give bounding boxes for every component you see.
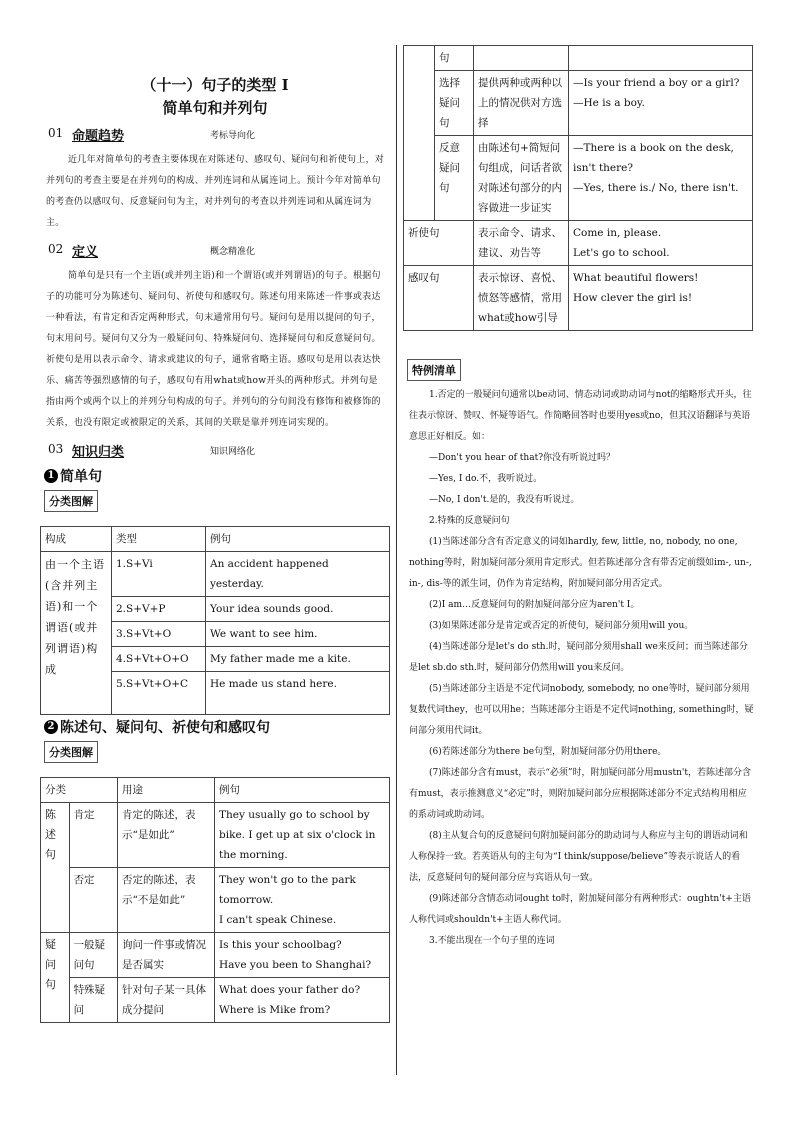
heading-simple-sentence xyxy=(44,466,390,486)
example-line: What beautiful flowers! xyxy=(573,272,699,284)
section-header-knowledge xyxy=(40,440,390,460)
table-cell: 2.S+V+P xyxy=(112,597,206,622)
note-item: (3)如果陈述部分是肯定或否定的祈使句，疑问部分须用will you。 xyxy=(429,621,694,631)
table-cell: My father made me a kite. xyxy=(206,647,390,672)
number-circle-icon: 1 xyxy=(44,469,58,483)
example-cell: They usually go to school by bike. I get up at six o'clock in the morning. xyxy=(215,803,390,868)
heading-label: 简单句 xyxy=(60,469,102,485)
section-name: 命题趋势 xyxy=(72,129,125,144)
example-line: Let's go to school. xyxy=(573,247,670,259)
category-cell: 疑问句 xyxy=(41,933,70,1023)
note-item: (1)当陈述部分含有否定意义的词如hardly, few, little, no, nobody, no one, nothing等时，附加疑问部分须用肯定形式。但若陈述部分含有带否定前缀如im-, un-, in-, dis-等的派生词，仍作为肯定结构，附加疑问部分用否定式。 xyxy=(409,537,752,589)
note-item: (8)主从复合句的反意疑问句附加疑问部分的助动词与人称应与主句的谓语动词和人称保持一致。若英语从句的主句为“I think/suppose/believe”等表示说话人的看法，反意疑问句的疑问部分应与宾语从句一致。 xyxy=(409,831,748,883)
example-line: Is this your schoolbag? xyxy=(219,939,342,951)
section-number: 02 xyxy=(48,242,64,256)
category-cell: 感叹句 xyxy=(404,266,474,331)
example-cell xyxy=(569,71,753,136)
table-header: 类型 xyxy=(112,527,206,552)
section-number: 03 xyxy=(48,442,64,456)
usage-cell: 肯定的陈述，表示“是如此” xyxy=(118,803,215,868)
number-circle-icon: 2 xyxy=(44,720,58,734)
subtype-cell: 特殊疑问 xyxy=(69,978,117,1023)
definition-paragraph: 简单句是只有一个主语(或并列主语)和一个谓语(或并列谓语)的句子。根据句子的功能可分为陈述句、疑问句、祈使句和感叹句。陈述句用来陈述一件事或表达一种看法，有肯定和否定两种形式，句末通常用句号。疑问句是用以提问的句子，句末用问号。疑问句又分为一般疑问句、特殊疑问句、选择疑问句和反意疑问句。祈使句是用以表示命令、请求或建议的句子，通常省略主语。感叹句是用以表达快乐、痛苦等强烈感情的句子，感叹句有用what或how开头的两种形式。并列句是指由两个或两个以上的并列分句构成的句子。并列句的分句间没有修饰和被修饰的关系，也没有限定或被限定的关系，其间的关联是靠并列连词实现的。 xyxy=(46,271,381,428)
note-item: (7)陈述部分含有must，表示“必须”时，附加疑问部分用mustn't，若陈述部分含有must，表示推测意义“必定”时，则附加疑问部分应根据陈述部分不定式结构用相应的系动词或助动词。 xyxy=(409,768,751,820)
example-line: Where is Mike from? xyxy=(219,1004,331,1016)
usage-cell: 提供两种或两种以上的情况供对方选择 xyxy=(474,71,569,136)
usage-cell: 表示命令、请求、建议、劝告等 xyxy=(474,221,569,266)
example-cell xyxy=(569,221,753,266)
example-cell xyxy=(569,136,753,221)
category-cell: 陈述句 xyxy=(41,803,70,933)
subtype-cell: 否定 xyxy=(69,868,117,933)
example-line: —There is a book on the desk, isn't there? xyxy=(573,142,734,174)
sentence-types-table-continued xyxy=(403,45,753,331)
table-header: 例句 xyxy=(215,778,390,803)
column-divider xyxy=(396,45,397,1075)
right-column xyxy=(403,45,755,952)
note-item: (6)若陈述部分为there be句型，附加疑问部分仍用there。 xyxy=(429,747,667,757)
category-cell: 祈使句 xyxy=(404,221,474,266)
example-cell xyxy=(215,978,390,1023)
special-cases-tag: 特例清单 xyxy=(407,359,461,381)
composition-cell: 由一个主语(含并列主语)和一个谓语(或并列谓语)构成 xyxy=(41,552,112,715)
table-header: 构成 xyxy=(41,527,112,552)
example-line: They won't go to the park tomorrow. xyxy=(219,874,356,906)
page-subtitle: 简单句和并列句 xyxy=(162,99,268,117)
usage-cell: 否定的陈述，表示“不是如此” xyxy=(118,868,215,933)
note-item: (4)当陈述部分是let's do sth.时，疑问部分须用shall we来反问；而当陈述部分是let sb.do sth.时，疑问部分仍然用will you来反问。 xyxy=(409,642,748,673)
section-subtitle: 考标导向化 xyxy=(210,131,256,141)
note-item: 2.特殊的反意疑问句 xyxy=(429,516,510,526)
category-cell xyxy=(404,46,435,221)
table-cell: 1.S+Vi xyxy=(112,552,206,597)
page-title: （十一）句子的类型 I xyxy=(141,76,289,94)
note-item: —No, I don't.是的，我没有听说过。 xyxy=(429,495,580,505)
table-header: 分类 xyxy=(41,778,118,803)
section-header-definition xyxy=(40,240,390,260)
table-cell: 3.S+Vt+O xyxy=(112,622,206,647)
usage-cell: 表示惊讶、喜悦、愤怒等感情，常用what或how引导 xyxy=(474,266,569,331)
table-cell: We want to see him. xyxy=(206,622,390,647)
section-header-trend xyxy=(40,124,390,144)
example-cell xyxy=(215,933,390,978)
example-line: Have you been to Shanghai? xyxy=(219,959,372,971)
section-name: 定义 xyxy=(72,245,99,260)
example-line: —He is a boy. xyxy=(573,97,645,109)
example-cell xyxy=(569,266,753,331)
usage-cell: 询问一件事或情况是否属实 xyxy=(118,933,215,978)
example-line: How clever the girl is! xyxy=(573,292,693,304)
section-number: 01 xyxy=(48,126,64,140)
note-item: —Yes, I do.不，我听说过。 xyxy=(429,474,543,484)
note-item: 1.否定的一般疑问句通常以be动词、情态动词或助动词与not的缩略形式开头，往往表示惊讶、赞叹、怀疑等语气。作简略回答时也要用yes或no，但其汉语翻译与英语意思正好相反。如： xyxy=(409,390,752,442)
section-name: 知识归类 xyxy=(72,445,125,460)
subtype-cell: 句 xyxy=(435,46,474,71)
usage-cell: 针对句子某一具体成分提问 xyxy=(118,978,215,1023)
sentence-types-table xyxy=(40,777,390,1023)
category-diagram-tag: 分类图解 xyxy=(44,490,98,512)
table-header: 用途 xyxy=(118,778,215,803)
note-item: —Don't you hear of that?你没有听说过吗？ xyxy=(429,453,616,463)
section-subtitle: 知识网络化 xyxy=(210,447,256,457)
section-subtitle: 概念精准化 xyxy=(210,247,256,257)
simple-sentence-table xyxy=(40,526,390,715)
example-line: What does your father do? xyxy=(219,984,361,996)
table-cell: He made us stand here. xyxy=(206,672,390,715)
example-line: —Is your friend a boy or a girl? xyxy=(573,77,740,89)
usage-cell: 由陈述句+简短问句组成，问话者欲对陈述句部分的内容做进一步证实 xyxy=(474,136,569,221)
table-cell: An accident happened yesterday. xyxy=(206,552,390,597)
subtype-cell: 反意疑问句 xyxy=(435,136,474,221)
note-item: 3.不能出现在一个句子里的连词 xyxy=(429,936,555,946)
note-item: (5)当陈述部分主语是不定代词nobody, somebody, no one等时，疑问部分须用复数代词they，也可以用he；当陈述部分主语是不定代词nothing, something时，疑问部分须用代词it。 xyxy=(409,684,754,736)
special-cases-list xyxy=(403,385,755,952)
example-cell xyxy=(569,46,753,71)
note-item: (2)I am…反意疑问句的附加疑问部分应为aren't I。 xyxy=(429,600,640,610)
example-line: —Yes, there is./ No, there isn't. xyxy=(573,182,739,194)
example-cell xyxy=(215,868,390,933)
table-cell: 4.S+Vt+O+O xyxy=(112,647,206,672)
example-line: I can't speak Chinese. xyxy=(219,914,337,926)
heading-sentence-types xyxy=(44,717,390,737)
left-column xyxy=(40,60,390,1023)
trend-paragraph: 近几年对简单句的考查主要体现在对陈述句、感叹句、疑问句和祈使句上，对并列句的考查主要是在并列句的构成、并列连词和从属连词上。预计今年对简单句的考查仍以感叹句、反意疑问句为主，对并列句的考查以并列连词和从属连词为主。 xyxy=(46,155,385,228)
heading-label: 陈述句、疑问句、祈使句和感叹句 xyxy=(60,720,270,736)
note-item: (9)陈述部分含情态动词ought to时，附加疑问部分有两种形式：oughtn't+主语人称代词或shouldn't+主语人称代词。 xyxy=(409,894,751,925)
subtype-cell: 选择疑问句 xyxy=(435,71,474,136)
example-line: Come in, please. xyxy=(573,227,662,239)
table-header: 例句 xyxy=(206,527,390,552)
table-cell: Your idea sounds good. xyxy=(206,597,390,622)
subtype-cell: 肯定 xyxy=(69,803,117,868)
category-diagram-tag: 分类图解 xyxy=(44,741,98,763)
table-cell: 5.S+Vt+O+C xyxy=(112,672,206,715)
subtype-cell: 一般疑问句 xyxy=(69,933,117,978)
usage-cell xyxy=(474,46,569,71)
